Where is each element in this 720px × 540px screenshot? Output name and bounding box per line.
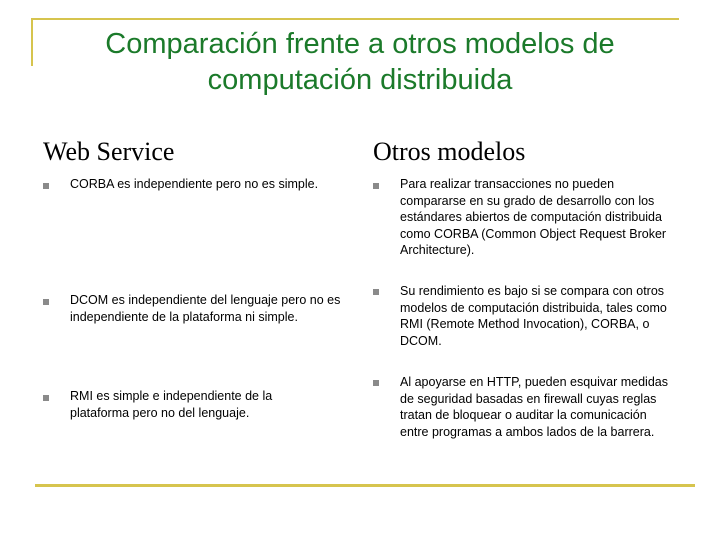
left-item-corba: CORBA es independiente pero no es simple.	[70, 177, 319, 191]
right-item-performance: Su rendimiento es bajo si se compara con otros modelos de computación distribuida, tales como RMI (Remote Method Invocation), CORBA, o DCOM.	[400, 284, 667, 348]
bullet-icon	[43, 395, 49, 401]
right-item-transactions: Para realizar transacciones no pueden compararse en su grado de desarrollo con los estándares abiertos de computación distribuida como CORBA (Common Object Request Broker Architecture).	[400, 177, 667, 257]
left-item-rmi: RMI es simple e independiente de la plataforma pero no del lenguaje.	[70, 389, 273, 420]
slide-title	[40, 26, 680, 98]
frame-top-line	[31, 18, 679, 20]
bullet-icon	[373, 289, 379, 295]
title-line-2: computación distribuida	[207, 64, 513, 96]
bullet-icon	[373, 183, 379, 189]
title-line-1: Comparación frente a otros modelos de	[105, 28, 615, 60]
bullet-icon	[43, 183, 49, 189]
right-item-http: Al apoyarse en HTTP, pueden esquivar medidas de seguridad basadas en firewall cuyas reglas tratan de bloquear o auditar la comunicación entre programas a ambos lados de la barrera.	[400, 375, 668, 439]
bullet-icon	[43, 299, 49, 305]
frame-left-line	[31, 18, 33, 66]
frame-bottom-line	[35, 484, 695, 487]
left-column-heading: Web Service	[43, 137, 175, 166]
right-column-heading: Otros modelos	[373, 137, 526, 166]
left-item-dcom: DCOM es independiente del lenguaje pero no es independiente de la plataforma ni simple.	[70, 293, 341, 324]
bullet-icon	[373, 380, 379, 386]
